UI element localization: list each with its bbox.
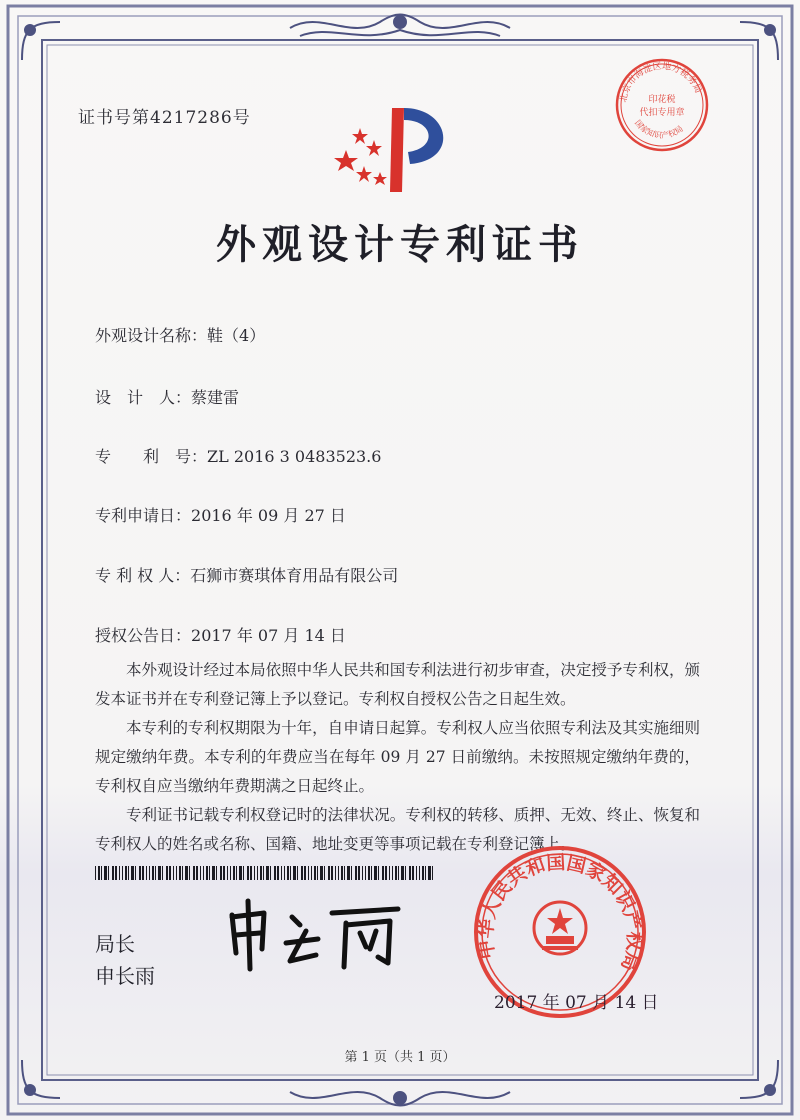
seal-date: 2017 年 07 月 14 日 (494, 993, 659, 1013)
body-paragraph: 专利证书记载专利权登记时的法律状况。专利权的转移、质押、无效、终止、恢复和专利权人的姓名或名称、国籍、地址变更等事项记载在专利登记簿上。 (95, 806, 700, 853)
barcode-bar (227, 866, 228, 880)
barcode-bar (104, 866, 107, 880)
field-label: 外观设计名称： (95, 326, 208, 345)
barcode-bar (371, 866, 372, 880)
barcode-bar (149, 866, 150, 880)
barcode-bar (358, 866, 360, 880)
barcode-bar (236, 866, 237, 880)
barcode-bar (277, 866, 279, 880)
field-value: 2017 年 07 月 14 日 (191, 626, 346, 645)
barcode-bar (119, 866, 120, 880)
barcode-bar (365, 866, 366, 880)
barcode-bar (287, 866, 289, 880)
tax-stamp-line1: 印花税 (648, 95, 676, 105)
barcode-bar (182, 866, 183, 880)
field-value: 鞋（4） (207, 326, 266, 345)
barcode-bar (257, 866, 258, 880)
barcode-bar (95, 866, 96, 880)
signatory-name: 申长雨 (95, 964, 155, 988)
field-label: 设 计 人： (95, 388, 192, 407)
barcode-bar (351, 866, 352, 880)
field-filing-date (95, 503, 346, 526)
barcode-bar (266, 866, 269, 880)
barcode-bar (131, 866, 134, 880)
field-patentee (95, 563, 398, 586)
field-label: 授权公告日： (95, 626, 192, 645)
barcode-bar (314, 866, 316, 880)
barcode-bar (317, 866, 318, 880)
barcode-bar (398, 866, 399, 880)
barcode-bar (243, 866, 244, 880)
barcode-bar (416, 866, 417, 880)
field-label: 专 利 权 人： (95, 566, 191, 585)
barcode-bar (425, 866, 426, 880)
barcode-bar (115, 866, 117, 880)
field-label: 专利申请日： (95, 506, 192, 525)
barcode-bar (341, 866, 343, 880)
barcode-bar (209, 866, 210, 880)
barcode-bar (347, 866, 350, 880)
barcode-bar (422, 866, 424, 880)
barcode-bar (254, 866, 255, 880)
barcode-bar (338, 866, 339, 880)
barcode-bar (301, 866, 303, 880)
barcode-bar (220, 866, 222, 880)
barcode-bar (392, 866, 393, 880)
barcode-bar (344, 866, 345, 880)
barcode-bar (155, 866, 156, 880)
barcode-bar (206, 866, 208, 880)
barcode-bar (233, 866, 235, 880)
barcode (95, 866, 440, 880)
patent-office-logo (330, 100, 465, 200)
barcode-bar (405, 866, 406, 880)
field-design-name (95, 323, 265, 346)
certificate-title: 外观设计专利证书 (216, 221, 584, 268)
tax-stamp (612, 55, 712, 155)
barcode-bar (362, 866, 363, 880)
barcode-bar (331, 866, 333, 880)
barcode-bar (101, 866, 102, 880)
field-value: ZL 2016 3 0483523.6 (207, 447, 382, 466)
field-value: 石狮市赛琪体育用品有限公司 (190, 566, 399, 585)
body-paragraph: 本外观设计经过本局依照中华人民共和国专利法进行初步审查，决定授予专利权，颁发本证书并在专利登记簿上予以登记。专利权自授权公告之日起生效。 (95, 661, 700, 708)
barcode-bar (324, 866, 325, 880)
field-patent-number (95, 444, 381, 467)
barcode-bar (162, 866, 163, 880)
barcode-bar (250, 866, 252, 880)
barcode-bar (169, 866, 171, 880)
barcode-bar (189, 866, 190, 880)
barcode-bar (185, 866, 188, 880)
tax-stamp-line2: 代扣专用章 (639, 108, 685, 118)
barcode-bar (179, 866, 181, 880)
barcode-bar (125, 866, 127, 880)
logo-star (334, 150, 358, 171)
barcode-bar (212, 866, 215, 880)
barcode-bar (304, 866, 306, 880)
barcode-bar (135, 866, 136, 880)
barcode-bar (419, 866, 420, 880)
barcode-bar (158, 866, 161, 880)
handwritten-signature (220, 895, 410, 975)
barcode-bar (409, 866, 411, 880)
barcode-bar (308, 866, 309, 880)
barcode-bar (382, 866, 384, 880)
barcode-bar (260, 866, 262, 880)
barcode-bar (385, 866, 387, 880)
barcode-bar (374, 866, 377, 880)
field-value: 蔡建雷 (191, 388, 240, 407)
barcode-bar (284, 866, 285, 880)
barcode-bar (328, 866, 330, 880)
page-indicator: 第 1 页（共 1 页） (344, 1050, 456, 1065)
barcode-bar (335, 866, 336, 880)
barcode-bar (311, 866, 312, 880)
barcode-bar (389, 866, 390, 880)
barcode-bar (122, 866, 123, 880)
national-emblem-icon (534, 902, 586, 954)
seal-ring-text: 中华人民共和国国家知识产权局 (474, 851, 646, 974)
logo-star (366, 140, 382, 156)
barcode-bar (108, 866, 109, 880)
barcode-bar (173, 866, 174, 880)
tax-stamp-bottom-text: 国家知识产权局 (632, 118, 685, 141)
barcode-bar (281, 866, 282, 880)
field-designer (95, 385, 239, 408)
barcode-bar (223, 866, 225, 880)
barcode-bar (128, 866, 129, 880)
barcode-bar (293, 866, 296, 880)
barcode-bar (200, 866, 201, 880)
field-value: 2016 年 09 月 27 日 (191, 506, 346, 525)
barcode-bar (395, 866, 397, 880)
tax-stamp-ring-text: 北京市海淀区地方税务局 (618, 61, 703, 104)
barcode-bar (401, 866, 404, 880)
barcode-bar (139, 866, 141, 880)
barcode-bar (193, 866, 195, 880)
top-ornament (290, 15, 510, 37)
barcode-bar (146, 866, 147, 880)
barcode-bar (428, 866, 431, 880)
certificate-body (95, 656, 700, 859)
barcode-bar (247, 866, 249, 880)
barcode-bar (230, 866, 231, 880)
logo-star (373, 172, 387, 185)
barcode-bar (216, 866, 217, 880)
barcode-bar (274, 866, 276, 880)
barcode-bar (112, 866, 114, 880)
signatory-title: 局长 (95, 932, 135, 956)
barcode-bar (378, 866, 379, 880)
barcode-bar (166, 866, 168, 880)
body-paragraph: 本专利的专利权期限为十年，自申请日起算。专利权人应当依照专利法及其实施细则规定缴纳年费。本专利的年费应当在每年 09 月 27 日前缴纳。未按照规定缴纳年费的，专利权自应当缴纳年费期满之日起终止。 (95, 719, 700, 795)
barcode-bar (432, 866, 433, 880)
field-grant-date (95, 623, 346, 646)
barcode-bar (142, 866, 144, 880)
barcode-bar (203, 866, 204, 880)
barcode-bar (263, 866, 264, 880)
logo-star (356, 166, 372, 182)
barcode-bar (270, 866, 271, 880)
barcode-bar (412, 866, 414, 880)
certificate-number: 证书号第4217286号 (78, 108, 251, 128)
barcode-bar (290, 866, 291, 880)
barcode-bar (355, 866, 357, 880)
barcode-bar (176, 866, 177, 880)
svg-text:国家知识产权局 (633, 118, 685, 140)
logo-star (352, 128, 368, 144)
barcode-bar (297, 866, 298, 880)
barcode-bar (98, 866, 100, 880)
barcode-bar (368, 866, 370, 880)
barcode-bar (320, 866, 323, 880)
barcode-bar (196, 866, 198, 880)
barcode-bar (152, 866, 154, 880)
barcode-bar (239, 866, 242, 880)
field-label: 专 利 号： (95, 447, 208, 466)
